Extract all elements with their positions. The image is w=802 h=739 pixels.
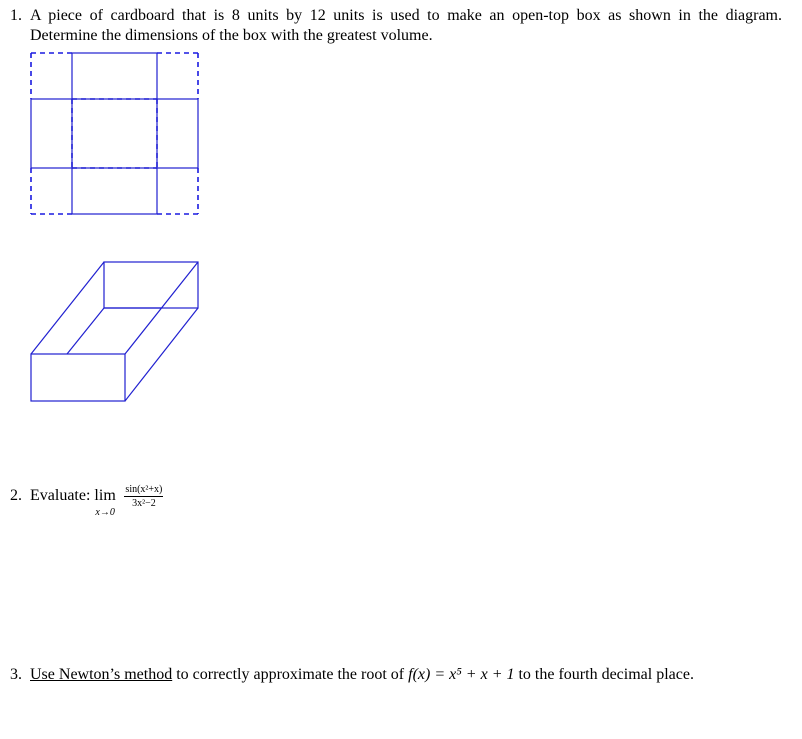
problem-2 (10, 486, 163, 518)
limit-fraction (124, 484, 163, 509)
problem-1 (10, 6, 782, 46)
problem-3 (10, 665, 694, 685)
fraction-numerator: sin(x²+x) (125, 484, 163, 495)
box-edge-bottom-right (125, 308, 198, 401)
open-box-diagram (28, 258, 202, 406)
cardboard-net-diagram (28, 50, 202, 218)
box-edge-top-left (31, 262, 104, 354)
lim-word: lim (94, 487, 116, 504)
problem-3-text-after: to the fourth decimal place. (518, 666, 694, 683)
left-flap (31, 99, 72, 168)
problem-3-number: 3. (10, 666, 22, 683)
problem-1-line-1 (10, 6, 782, 26)
problem-1-text-1: A piece of cardboard that is 8 units by 12 units is used to make an open-top box as shown in the diagram. (30, 7, 782, 24)
limit-expression (94, 486, 122, 518)
box-back-face (104, 262, 198, 308)
problem-1-number: 1. (10, 7, 22, 24)
lim-subscript: x→0 (95, 507, 115, 518)
problem-1-text-2: Determine the dimensions of the box with the greatest volume. (30, 27, 433, 44)
box-inner-bottom-left (67, 308, 104, 354)
problem-2-number: 2. (10, 487, 22, 504)
function-expression: f(x) = x⁵ + x + 1 (408, 666, 515, 683)
problem-3-text-before: to correctly approximate the root of (176, 666, 405, 683)
top-flap (72, 53, 157, 99)
newtons-method-link[interactable]: Use Newton’s method (30, 666, 173, 683)
bottom-flap (72, 168, 157, 214)
fraction-denominator: 3x²−2 (132, 498, 156, 509)
problem-2-prefix: Evaluate: (30, 487, 91, 504)
box-front-face (31, 354, 125, 401)
right-flap (157, 99, 198, 168)
